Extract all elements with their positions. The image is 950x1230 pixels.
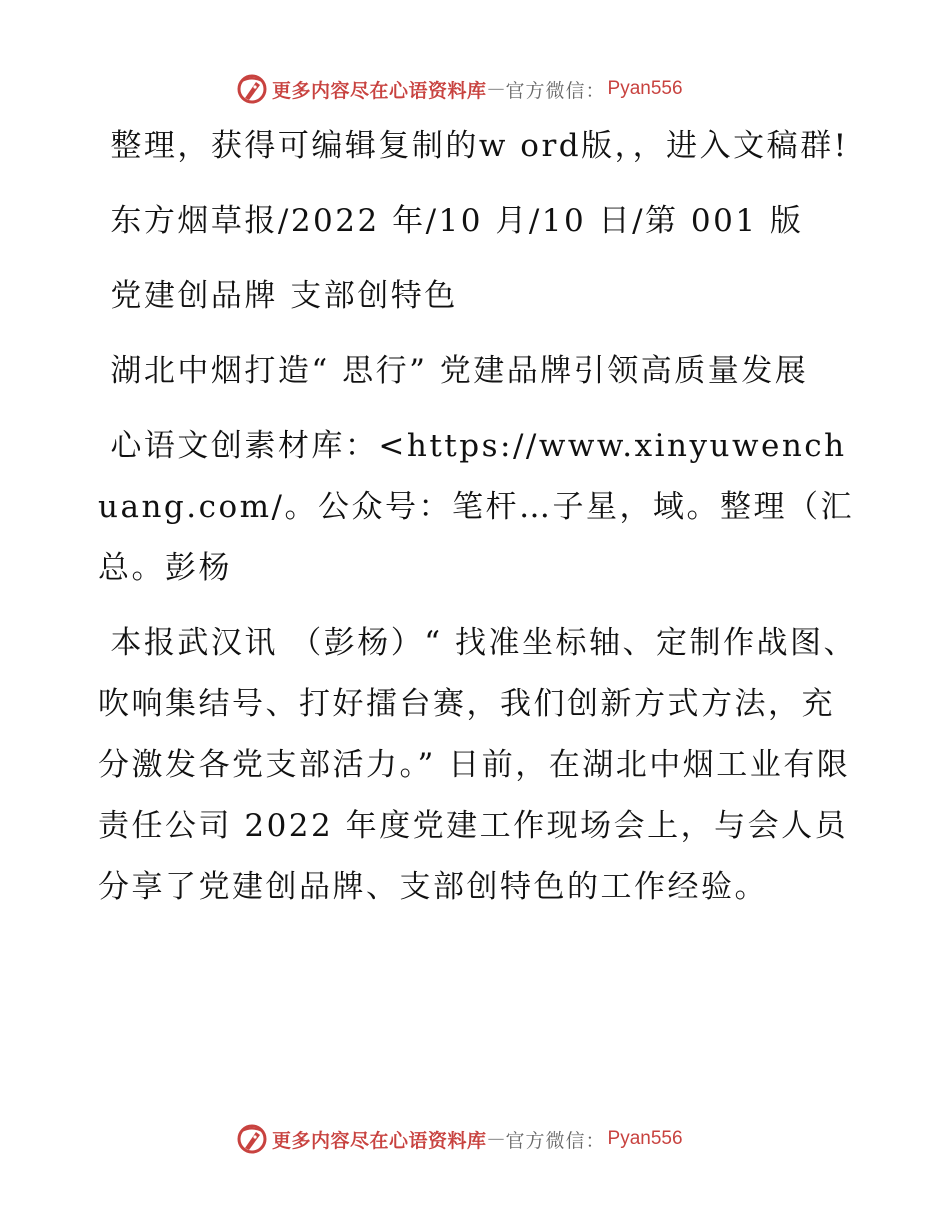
- banner-main-text: 更多内容尽在心语资料库: [272, 79, 487, 102]
- document-body: [98, 116, 858, 918]
- article-subheadline: 湖北中烟打造“ 思行” 党建品牌引领高质量发展: [110, 353, 809, 389]
- source-line: 东方烟草报/2022 年/10 月/10 日/第 001 版: [110, 203, 804, 239]
- pen-nib-circle-logo-icon: [236, 73, 268, 105]
- footer-watermark-banner: [236, 1122, 683, 1156]
- body-paragraph: 整理，获得可编辑复制的w ord版，，进入文稿群!: [110, 128, 849, 164]
- article-lead-paragraph: 本报武汉讯 （彭杨）“ 找准坐标轴、定制作战图、吹响集结号、打好擂台赛，我们创新方式方法，充分激发各党支部活力。” 日前，在湖北中烟工业有限责任公司 2022 年度党建工作现场会上，与会人员分享了党建创品牌、支部创特色的工作经验。: [98, 625, 857, 905]
- source-note-paragraph: 心语文创素材库：<https://www.xinyuwenchuang.com/。公众号：笔杆…子星，域。整理（汇总。彭杨: [98, 428, 854, 586]
- banner-wechat-label: 官方微信：: [505, 1129, 606, 1152]
- pen-nib-circle-logo-icon: [236, 1123, 268, 1155]
- banner-wechat-id: Pyan556: [607, 78, 683, 99]
- banner-wechat-label: 官方微信：: [505, 79, 606, 102]
- banner-wechat-id: Pyan556: [607, 1128, 683, 1149]
- banner-separator: —: [487, 1129, 505, 1149]
- article-headline: 党建创品牌 支部创特色: [110, 278, 458, 314]
- header-watermark-banner: [236, 72, 683, 106]
- banner-separator: —: [487, 79, 505, 99]
- banner-main-text: 更多内容尽在心语资料库: [272, 1129, 487, 1152]
